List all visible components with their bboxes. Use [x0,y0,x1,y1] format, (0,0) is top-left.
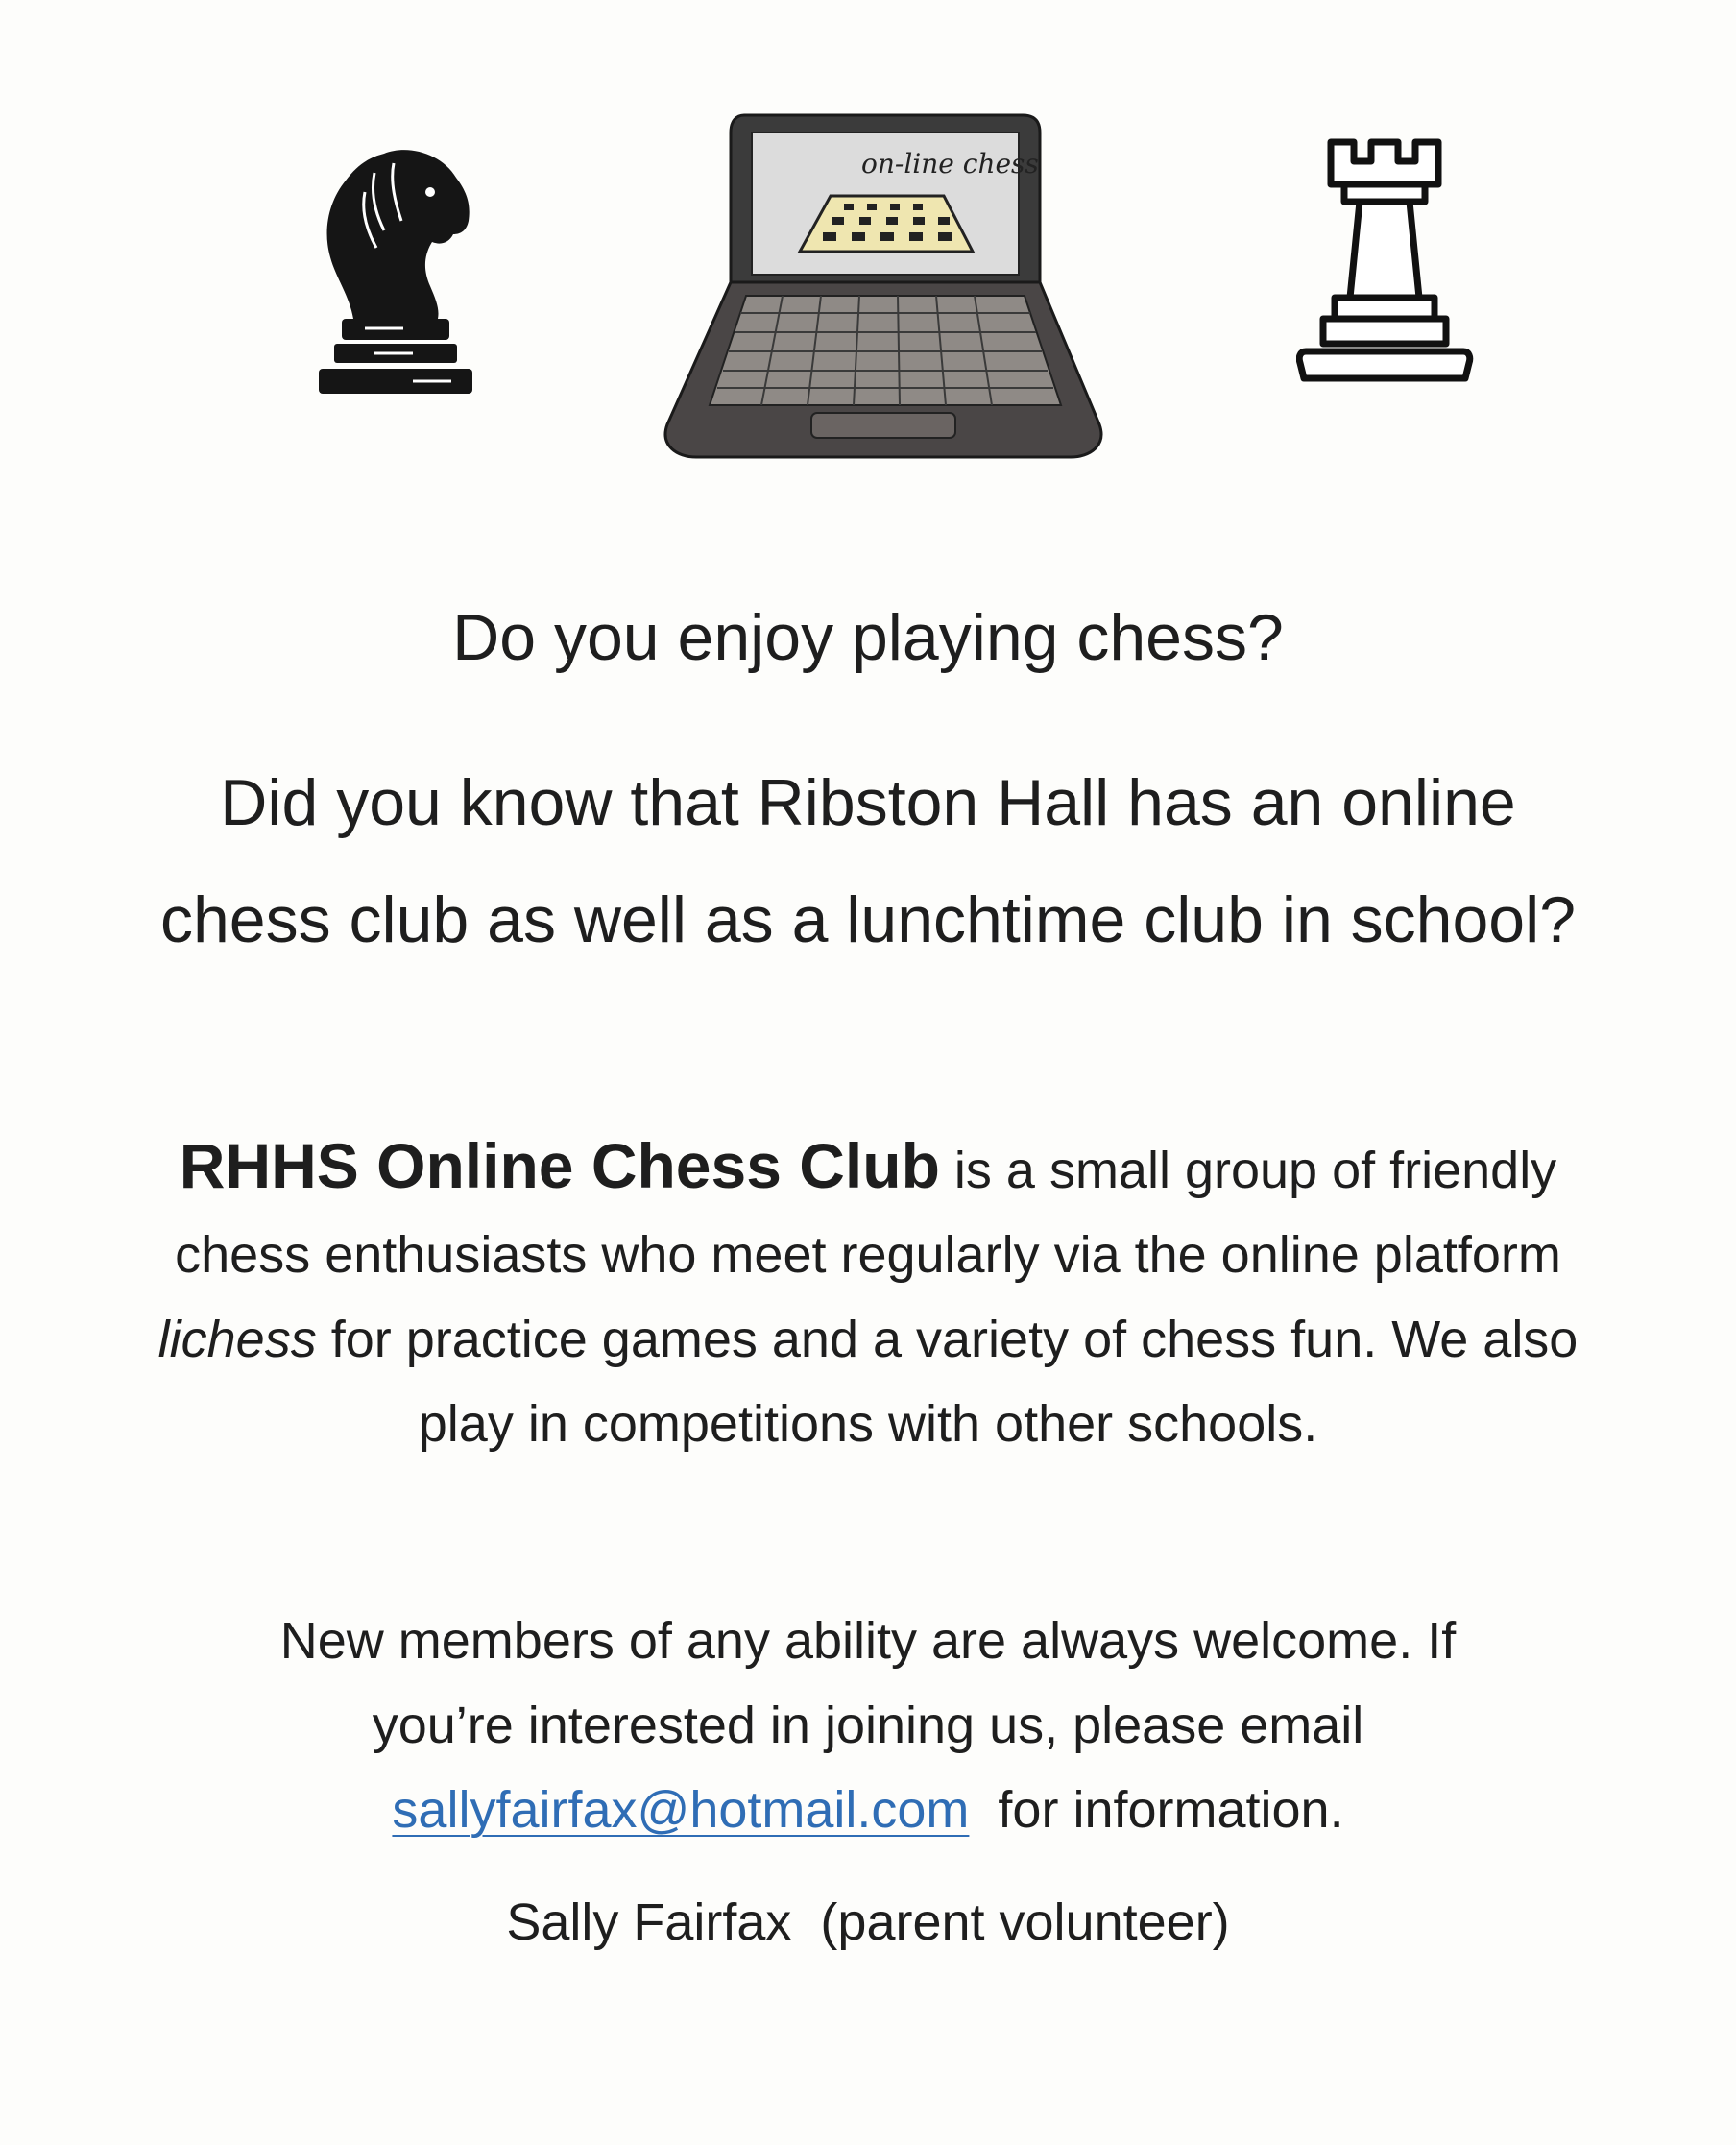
description-text-2: for practice games and a variety of chess fun. We also play in competitions with other schools. [316,1311,1579,1453]
club-description [115,1123,1621,1466]
chess-knight-icon [307,134,480,403]
invitation-text-1: New members of any ability are always welcome. If you’re interested in joining us, please email [279,1612,1457,1754]
club-name: RHHS Online Chess Club [179,1130,940,1201]
chess-rook-icon [1296,134,1474,394]
invitation-text-2: for information. [969,1781,1344,1839]
platform-name: lichess [157,1311,317,1368]
email-link[interactable]: sallyfairfax@hotmail.com [392,1781,970,1839]
laptop-screen-text: on-line chess [861,148,1039,180]
question-heading-2: Did you know that Ribston Hall has an online chess club as well as a lunchtime club in school? [159,766,1577,956]
description-text-1: is a small group of friendly chess enthusiasts who meet regularly via the online platform [175,1142,1561,1284]
invitation-paragraph [115,1599,1621,1852]
question-heading-1: Do you enjoy playing chess? [452,601,1284,674]
signature: Sally Fairfax (parent volunteer) [506,1893,1230,1951]
laptop-chess-icon [639,108,1128,477]
